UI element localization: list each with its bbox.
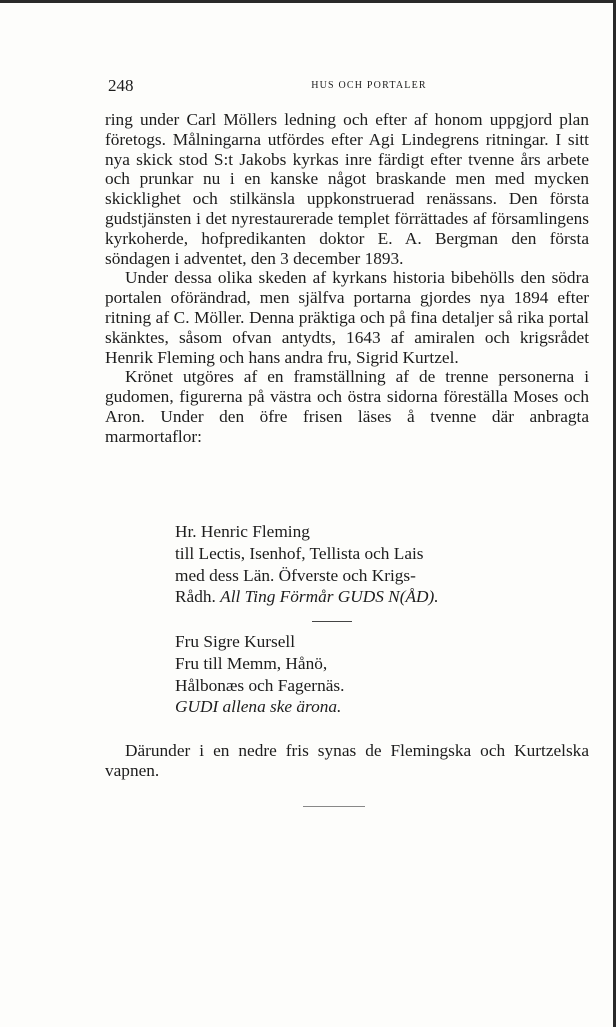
closing-paragraph [105,741,589,781]
inscription-line: med dess Län. Öfverste och Krigs- [175,565,416,585]
inscription-fleming [175,521,575,608]
inscription-line: Hr. Henric Fleming [175,522,310,541]
page-number: 248 [108,76,134,95]
inscription-line-roman: Rådh. [175,587,216,607]
paragraph-1: ring under Carl Möllers ledning och efter af honom uppgjord plan företogs. Målningarna utfördes efter Agi Lindegrens ritningar. I sitt nya skick stod S:t Jakobs kyrkas inre färdigt efter tvenne års arbete och prunkar nu i en kanske något braskande men med mycken skicklighet och stilkänsla uppkonstruerad renässans. Den första gudstjänsten i det nyrestaurerade templet förrättades af församlingens kyrkoherde, hofpredikanten doktor E. A. Bergman den första söndagen i adventet, den 3 december 1893. [105,110,589,268]
section-divider [312,621,352,622]
paragraph-2: Under dessa olika skeden af kyrkans historia bibehölls den södra portalen oförändrad, men själfva portarna gjordes nya 1894 efter ritning af C. Möller. Denna präktiga och på fina detaljer så rika portal skänktes, såsom ofvan antydts, 1643 af amiralen och krigsrådet Henrik Fleming och hans andra fru, Sigrid Kurtzel. [105,268,589,367]
inscription-line: Fru Sigre Kursell [175,632,295,651]
inscription-motto: All Ting Förmår GUDS N(ÅD). [220,587,439,607]
inscription-line: Fru till Memm, Hånö, [175,653,328,673]
scan-edge-top [0,0,616,3]
inscription-motto: GUDI allena ske ärona. [175,697,342,717]
end-rule [303,806,365,807]
paragraph-closing: Därunder i en nedre fris synas de Flemingska och Kurtzelska vapnen. [105,741,589,780]
inscription-line [175,586,575,608]
inscription-kursell [175,631,575,718]
page-header [108,76,590,96]
inscription-line: Hålbonæs och Fagernäs. [175,675,345,695]
running-head: HUS OCH PORTALER [311,80,427,91]
inscription-line: till Lectis, Isenhof, Tellista och Lais [175,543,424,563]
body-text [105,110,589,447]
paragraph-3: Krönet utgöres af en framställning af de trenne personerna i gudomen, figurerna på västra och östra sidorna föreställa Moses och Aron. Under den öfre frisen läses å tvenne där anbragta marmortaflor: [105,367,589,446]
